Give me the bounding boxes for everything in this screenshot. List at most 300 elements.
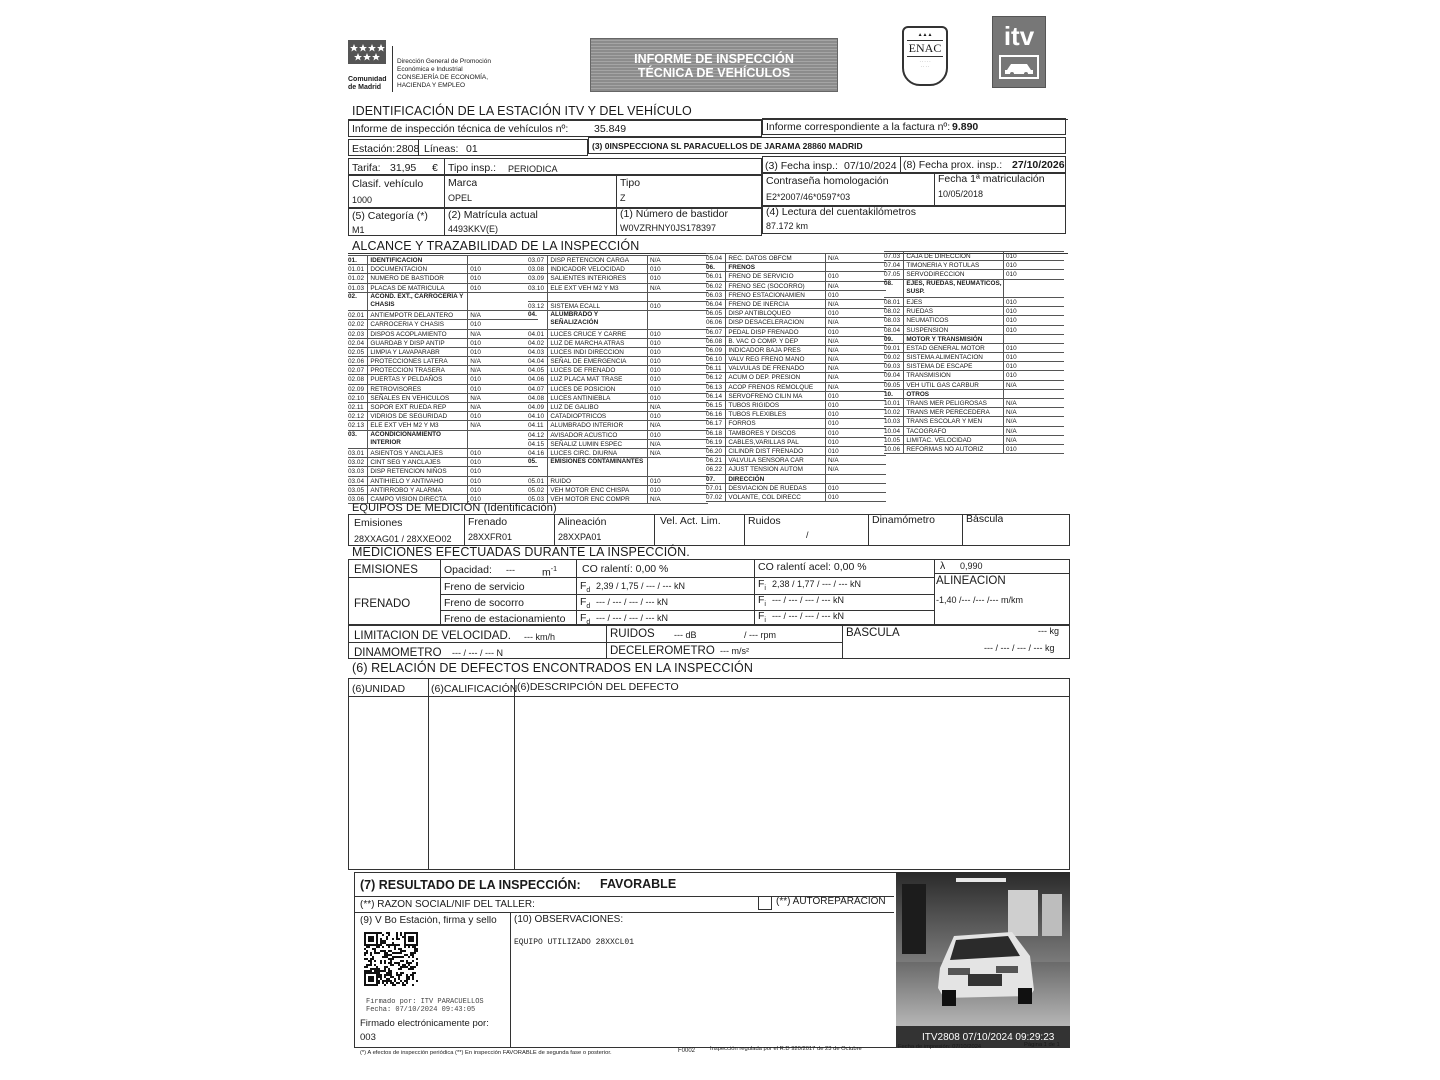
item-label: TRANS MER PELIGROSAS [903, 399, 1003, 407]
item-label: LUCES DE FRENADO [547, 366, 647, 374]
item-code: 05.01 [528, 477, 544, 485]
item-code: 03.09 [528, 275, 544, 283]
item-label: NEUMATICOS [903, 316, 1003, 324]
checklist-row [528, 265, 708, 274]
checklist-row [528, 431, 708, 440]
item-label: RUEDAS [903, 307, 1003, 315]
item-code: 04.11 [528, 422, 544, 430]
checklist-row [706, 447, 886, 456]
checklist-row [706, 392, 886, 401]
item-result: 010 [467, 339, 538, 347]
item-code: 06.22 [706, 466, 722, 474]
item-code: 01.01 [348, 266, 364, 274]
item-code: 06.07 [706, 328, 722, 336]
checklist-row [348, 375, 538, 384]
freno-socorro-label: Freno de socorro [444, 597, 524, 609]
tipo-value: Z [620, 193, 626, 203]
checklist-column [348, 255, 538, 504]
contrasena-label: Contraseña homologación [766, 175, 889, 187]
item-result: 010 [467, 495, 538, 503]
item-label: AVISADOR ACUSTICO [547, 431, 647, 439]
observaciones-value: EQUIPO UTILIZADO 28XXCL01 [514, 938, 635, 947]
decelerometro-value: --- m/s² [720, 646, 749, 656]
checklist-row [884, 417, 1064, 426]
checklist-row [706, 410, 886, 419]
item-result: N/A [1003, 399, 1064, 407]
item-result: 010 [647, 339, 708, 347]
checklist-row [528, 458, 708, 476]
checklist-row [706, 383, 886, 392]
item-result: 010 [825, 309, 886, 317]
item-label [547, 293, 647, 301]
item-label: ALUMBRADO INTERIOR [547, 421, 647, 429]
checklist-row [528, 403, 708, 412]
informe-value: 35.849 [594, 123, 627, 135]
item-code: 10.05 [884, 436, 900, 444]
opacidad-label: Opacidad: [444, 564, 492, 576]
item-label: LUCES DE POSICION [547, 385, 647, 393]
checklist-row [348, 477, 538, 486]
section-defectos: (6) RELACIÓN DE DEFECTOS ENCONTRADOS EN LA INSPECCIÓN [352, 661, 753, 675]
item-result: N/A [825, 355, 886, 363]
checklist-row [884, 353, 1064, 362]
item-code: 02.06 [348, 358, 364, 366]
fecha-matric-value: 10/05/2018 [938, 189, 984, 199]
item-code: 06. [706, 264, 715, 272]
eq-bascula-label: Báscula [966, 513, 1004, 525]
item-result: 010 [467, 467, 538, 475]
checklist-row [348, 320, 538, 329]
item-result: 010 [1003, 344, 1064, 352]
checklist-row [706, 465, 886, 474]
item-result: 010 [647, 394, 708, 402]
checklist-row [528, 274, 708, 283]
checklist-row [884, 335, 1064, 344]
checklist-row [348, 486, 538, 495]
item-code: 04.10 [528, 413, 544, 421]
item-result: 010 [647, 302, 708, 310]
car-icon [999, 55, 1039, 79]
item-label: RUIDO [547, 477, 647, 485]
factura-label: Informe correspondiente a la factura nº: [766, 121, 951, 133]
med-alineacion-label: ALINEACIÓN [936, 575, 1006, 587]
item-code: 02.11 [348, 404, 364, 412]
fecha-prox-label: (8) Fecha prox. insp.: [903, 159, 1003, 171]
item-label: ACONDICIONAMIENTO INTERIOR [367, 431, 467, 448]
checklist-row [348, 357, 538, 366]
eq-ruidos-value: / [806, 530, 809, 540]
eq-frenado-value: 28XXFR01 [468, 532, 513, 542]
item-result: 010 [467, 486, 538, 494]
item-code: 09.02 [884, 354, 900, 362]
checklist-row [706, 318, 886, 327]
item-result: N/A [1003, 408, 1064, 416]
item-result: 010 [467, 284, 538, 292]
item-label: EJES [903, 298, 1003, 306]
freno-servicio-label: Freno de servicio [444, 581, 525, 593]
item-result: 010 [647, 330, 708, 338]
item-result: 010 [1003, 316, 1064, 324]
eq-vel-label: Vel. Act. Lim. [660, 515, 721, 527]
checklist-row [884, 298, 1064, 307]
checklist-row [348, 394, 538, 403]
checklist-row [348, 265, 538, 274]
estacion-nombre: (3) 0INSPECCIONA SL PARACUELLOS DE JARAMA 28860 MADRID [592, 141, 863, 151]
item-label: INDICADOR BAJA PRES [725, 346, 825, 354]
firmado-por: Firmado por: ITV PARACUELLOS [366, 998, 484, 1006]
checklist-row [706, 373, 886, 382]
item-code: 06.17 [706, 420, 722, 428]
checklist-row [706, 401, 886, 410]
item-label: ALUMBRADO Y SEÑALIZACIÓN [547, 311, 647, 328]
checklist-row [528, 449, 708, 458]
item-result: N/A [1003, 417, 1064, 425]
item-result: N/A [467, 330, 538, 338]
item-result: 010 [825, 291, 886, 299]
checklist-row [706, 364, 886, 373]
item-result: N/A [825, 383, 886, 391]
fi-estac: --- / --- / --- / --- kN [772, 611, 844, 621]
checklist-row [884, 270, 1064, 279]
checklist-row [348, 467, 538, 476]
checklist-row [884, 371, 1064, 380]
item-code: 06.02 [706, 282, 722, 290]
item-label: TRANSMISION [903, 371, 1003, 379]
col-unidad: (6)UNIDAD [352, 683, 406, 695]
checklist-row [528, 302, 708, 311]
item-result: N/A [825, 373, 886, 381]
item-result: 010 [647, 412, 708, 420]
item-code: 09.04 [884, 372, 900, 380]
item-code: 02.13 [348, 422, 364, 430]
item-label: ELE EXT VEH M2 Y M3 [367, 421, 467, 429]
item-label: INDICADOR VELOCIDAD [547, 265, 647, 273]
item-label: REC. DATOS OBFCM [725, 254, 825, 262]
item-code: 07.01 [706, 484, 722, 492]
limitacion-value: --- km/h [524, 632, 555, 642]
item-label: DISP RETENCION CARGA [547, 256, 647, 264]
item-result: N/A [825, 254, 886, 262]
item-result: 010 [467, 320, 538, 328]
item-code: 02.04 [348, 339, 364, 347]
checklist-row [884, 307, 1064, 316]
item-label: SEÑALIZ LUMIN ESPEC [547, 440, 647, 448]
checklist-row [706, 346, 886, 355]
item-code: 06.19 [706, 438, 722, 446]
checklist-row [884, 362, 1064, 371]
item-label: SERVOFRENO CILIN MA [725, 392, 825, 400]
item-result: 010 [825, 484, 886, 492]
checklist-row [528, 330, 708, 339]
photo-caption: ITV2808 07/10/2024 09:29:23 [922, 1032, 1055, 1043]
fecha-insp-label: (3) Fecha insp.: [765, 160, 838, 172]
checklist-row [348, 421, 538, 430]
item-code: 07.03 [884, 253, 900, 260]
checklist-row [706, 355, 886, 364]
checklist-row [348, 274, 538, 283]
item-label: TUBOS RIGIDOS [725, 401, 825, 409]
item-code: 02.08 [348, 376, 364, 384]
footer-note: (*) A efectos de inspección periódica (**) En inspección FAVORABLE de segunda fase o posterior. [360, 1050, 612, 1056]
checklist-row [706, 484, 886, 493]
item-result: 010 [825, 272, 886, 280]
item-result: 010 [825, 438, 886, 446]
checklist-row [706, 419, 886, 428]
item-code: 04.07 [528, 385, 544, 393]
item-result: 010 [825, 493, 886, 501]
item-result [825, 263, 886, 271]
item-code: 03.10 [528, 284, 544, 292]
matricula-value: 4493KKV(E) [448, 224, 499, 234]
fi-servicio: 2,38 / 1,77 / --- / --- kN [772, 579, 862, 589]
resultado-label: (7) RESULTADO DE LA INSPECCIÓN: [360, 878, 581, 892]
item-label: FRENO ESTACIONAMIEN [725, 291, 825, 299]
item-code: 04.15 [528, 440, 544, 448]
bascula-kg1: --- kg [1038, 626, 1059, 636]
item-code: 07.04 [884, 262, 900, 270]
item-label: VALVULA SENSORA CAR [725, 456, 825, 464]
resultado-value: FAVORABLE [600, 877, 677, 891]
item-result: 010 [467, 385, 538, 393]
item-code: 02.10 [348, 394, 364, 402]
med-ruidos-label: RUIDOS [610, 628, 655, 640]
item-result: 010 [647, 375, 708, 383]
region-name: Comunidad de Madrid [348, 76, 387, 91]
km-value: 87.172 km [766, 221, 809, 231]
fecha-prox-value: 27/10/2026 [1012, 159, 1065, 171]
checklist-row [706, 456, 886, 465]
item-result: 010 [467, 412, 538, 420]
item-result: 010 [825, 401, 886, 409]
item-result [1003, 335, 1064, 343]
item-label: LIMITAC. VELOCIDAD [903, 436, 1003, 444]
checklist-row [348, 449, 538, 458]
item-label: ACOP FRENOS REMOLQUE [725, 383, 825, 391]
item-code: 04. [528, 311, 537, 319]
item-code: 08. [884, 279, 893, 287]
checklist-row [706, 309, 886, 318]
ruidos-db: --- dB [674, 630, 697, 640]
item-code: 04.04 [528, 358, 544, 366]
item-label: TUBOS FLEXIBLES [725, 410, 825, 418]
item-label: B. VAC O COMP. Y DEP [725, 337, 825, 345]
tarifa-label: Tarifa: [352, 162, 381, 174]
checklist-row [528, 421, 708, 430]
checklist-row [884, 252, 1064, 261]
checklist-row [528, 440, 708, 449]
item-result: N/A [825, 456, 886, 464]
item-result: 010 [1003, 252, 1064, 260]
item-result: 010 [825, 429, 886, 437]
item-result: 010 [647, 385, 708, 393]
item-label: LIMPIA Y LAVAPARABR [367, 348, 467, 356]
item-code: 03.06 [348, 495, 364, 503]
item-result: 010 [647, 366, 708, 374]
inspection-report: Comunidad de Madrid Dirección General de Promoción Económica e Industrial CONSEJERÍA DE ECONOMÍA, HACIENDA Y EMPLEO INFORME DE INSPECCIÓN TÉCNICA DE VEHÍCULOS ▲▲▲ ENAC · · · · · · · · · itv IDENTIFICACIÓN DE LA ESTACIÓN ITV Y DEL VEHÍCULO Informe de inspección técnica de vehículos nº: 35.849 Informe correspondiente a la factura nº: 9.890 Estación: 2808 Líneas: 01 (3) 0INSPECCIONA SL PARACUELLOS DE JARAMA 28860 MADRID Tarifa: 31,95 € Tipo insp.: PERIODICA (3) Fecha insp.: 07/10/2024 (8) Fecha prox. insp.: 27/10/2026 Clasif. vehículo 1000 Marca OPEL Tipo Z Contraseña homologación E2*2007/46*0597*03 Fecha 1ª matriculación 10/05/2018 (5) Categoría (*) M1 (2) Matrícula actual 4493KKV(E) (1) Número de bastidor W0VZRHNY0JS178397 (4) Lectura del cuentakilómetros 87.172 km ALCANCE Y TRAZABILIDAD DE LA INSPECCIÓN 01. IDENTIFICACION 01.01 DOCUMENTACION 010 01.02 NUMERO DE BASTIDOR 010 01.03 PLACAS DE MATRICULA 010 02. ACOND. EXT., CARROCERÍA Y CHASIS 02.01 ANTIEMPOTR DELANTERO N/A 02.02 CARROCERIA Y CHASIS 010 02.03 DISPOS ACOPLAMIENTO N/A 02.04 GUARDAB Y DISP ANTIP 010 02.05 LIMPIA Y LAVAPARABR 010 02.06 PROTECCIONES LATERA N/A 02.07 PROTECCION TRASERA N/A 02.08 PUERTAS Y PELDAÑOS 010 02.09 RETROVISORES 010 02.10 SEÑALES EN VEHICULOS N/A 02.11 SOPOR EXT RUEDA REP N/A 02.12 VIDRIOS DE SEGURIDAD 010 02.13 ELE EXT VEH M2 Y M3 N/A 03. ACONDICIONAMIENTO INTERIOR 03.01 ASIENTOS Y ANCLAJES 010 03.02 CINT SEG Y ANCLAJES 010 03.03 DISP RETENCION NIÑOS 010 03.04 ANTIHIELO Y ANTIVAHO 010 03.05 ANTIRROBO Y ALARMA 010 03.06 CAMPO VISION DIRECTA 010 03.07 DISP RETENCION CARGA N/A 03.08 INDICADOR VELOCIDAD 010 03.09 SALIENTES INTERIORES 010 03.10 ELE EXT VEH M2 Y M3 N/A 03.12 SISTEMA ECALL 010 04. ALUMBRADO Y SEÑALIZACIÓN 04.01 LUCES CRUCE Y CARRE 010 04.02 LUZ DE MARCHA ATRAS 010 04.03 LUCES INDI DIRECCION 010 04.04 SEÑAL DE EMERGENCIA 010 04.05 LUCES DE FRENADO 010 04.06 LUZ PLACA MAT TRASE 010 04.07 LUCES DE POSICION 010 04.08 LUCES ANTINIEBLA 010 04.09 LUZ DE GALIBO N/A 04.10 CATADIOPTRICOS 010 04.11 ALUMBRADO INTERIOR N/A 04.12 AVISADOR ACUSTICO 010 04.15 SEÑALIZ LUMIN ESPEC N/A 04.16 LUCES CIRC. DIURNA N/A 05. EMISIONES CONTAMINANTES 05.01 RUIDO 010 05.02 VEH MOTOR ENC CHISPA 010 05.03 VEH MOTOR ENC COMPR N/A 05.04 REC. DATOS OBFCM N/A 06. FRENOS 06.01 FRENO DE SERVICIO 010 06.02 FRENO SEC (SOCORRO) N/A 06.03 FRENO ESTACIONAMIEN 010 06.04 FRENO DE INERCIA N/A 06.05 DISP ANTIBLOQUEO 010 06.06 DISP DESACELERACION N/A 06.07 PEDAL DISP FRENADO 010 06.08 B. VAC O COMP. Y DEP N/A 06.09 INDICADOR BAJA PRES N/A 06.10 VALV REG FRENO MANO N/A 06.11 VALVULAS DE FRENADO N/A 06.12 ACUM O DEP. PRESION N/A 06.13 ACOP FRENOS REMOLQUE N/A 06.14 SERVOFRENO CILIN MA 010 06.15 TUBOS RIGIDOS 010 06.16 TUBOS FLEXIBLES 010 06.17 FORROS 010 06.18 TAMBORES Y DISCOS 010 06.19 CABLES,VARILLAS PAL 010 06.20 CILINDR DIST FRENADO 010 06.21 VALVULA SENSORA CAR N/A 06.22 AJUST TENSION AUTOM N/A 07. DIRECCIÓN 07.01 DESVIACION DE RUEDAS 010 07.02 VOLANTE, COL DIRECC 010 07.03 CAJA DE DIRECCION 010 07.04 TIMONERIA Y ROTULAS 010 07.05 SERVODIRECCION 010 08. EJES, RUEDAS, NEUMÁTICOS, SUSP. 08.01 EJES 010 08.02 RUEDAS 010 08.03 NEUMATICOS 010 08.04 SUSPENSION 010 09. MOTOR Y TRANSMISIÓN 09.01 ESTAD GENERAL MOTOR 010 09.02 SISTEMA ALIMENTACION 010 09.03 SISTEMA DE ESCAPE 010 09.04 TRANSMISION 010 09.05 VEH UTIL GAS CARBUR N/A 10. OTROS 10.01 TRANS MER PELIGROSAS N/A 10.02 TRANS MER PERECEDERA N/A 10.03 TRANS ESCOLAR Y MEN N/A 10.04 TACOGRAFO N/A 10.05 LIMITAC. VELOCIDAD N/A 10.06 REFORMAS NO AUTORIZ 010 EQUIPOS DE MEDICIÓN (Identificación) Emisiones 28XXAG01 / 28XXEO02 Frenado 28XXFR01 Alineación 28XXPA01 Vel. Act. Lim. Ruidos / Dinamómetro Báscula MEDICIONES EFECTUADAS DURANTE LA INSPECCIÓN. EMISIONES Opacidad: --- $m^{-1}$ CO ralentí: 0,00 % CO ralentí acel: 0,00 % λ 0,990 FRENADO Freno de servicio Freno de socorro Freno de estacionamiento $F_d$ 2,39 / 1,75 / --- / --- kN $F_d$ --- / --- / --- / --- kN $F_d$ --- / --- / --- / --- kN $F_i$ 2,38 / 1,77 / --- / --- kN $F_i$ --- / --- / --- / --- kN $F_i$ --- / --- / --- / --- kN ALINEACIÓN -1,40 /--- /--- /--- m/km LIMITACIÓN DE VELOCIDAD. --- km/h RUIDOS --- dB / --- rpm BÁSCULA --- kg --- / --- / --- / --- kg DINAMÓMETRO --- / --- / --- N DECELERÓMETRO --- m/s² (6) RELACIÓN DE DEFECTOS ENCONTRADOS EN LA INSPECCIÓN (6)UNIDAD (6)CALIFICACIÓN (6)DESCRIPCIÓN DEL DEFECTO (7) RESULTADO DE LA INSPECCIÓN: FAVORABLE (**) RAZON SOCIAL/NIF DEL TALLER: (**) AUTOREPARACIÓN (9) V Bo Estación, firma y sello (10) OBSERVACIONES: EQUIPO UTILIZADO 28XXCL01 Firmado por: ITV PARACUELLOS Fecha: 07/10/2024 09:43:05 Firmado electrónicamente por: 003 ITV2808 07/10/2024 09:29:23 (*) A efectos de inspección periódica (**) En inspección FAVORABLE de segunda fase o posterior. F0002 Inspección regulada por el R.D 920/2017 de 23 de Octubre Fecha de impresión: 07/10/2024 Página 1 de 1 [344, 12, 1078, 1060]
item-code: 02.12 [348, 413, 364, 421]
department-name: Dirección General de Promoción Económica e Industrial CONSEJERÍA DE ECONOMÍA, HACIENDA Y EMPLEO [397, 58, 491, 89]
item-result [647, 458, 708, 475]
checklist-row [884, 326, 1064, 335]
item-code: 06.03 [706, 291, 722, 299]
item-code: 05.02 [528, 486, 544, 494]
item-label: SUSPENSION [903, 326, 1003, 334]
item-result: 010 [825, 419, 886, 427]
item-result: 010 [647, 265, 708, 273]
checklist-row [348, 385, 538, 394]
checklist-row [706, 328, 886, 337]
item-code: 10.03 [884, 418, 900, 426]
item-result: N/A [467, 357, 538, 365]
item-code: 01. [348, 257, 357, 264]
item-code: 04.16 [528, 449, 544, 457]
item-code: 03.05 [348, 486, 364, 494]
checklist-row [706, 300, 886, 309]
item-code: 08.04 [884, 326, 900, 334]
autoreparacion-label: (**) AUTOREPARACIÓN [776, 897, 886, 907]
autoreparacion-checkbox[interactable] [758, 896, 772, 910]
item-result [647, 293, 708, 301]
item-label: FORROS [725, 419, 825, 427]
item-code: 03.02 [348, 459, 364, 467]
med-frenado-label: FRENADO [354, 598, 411, 610]
item-code: 01.02 [348, 275, 364, 283]
item-label: CAJA DE DIRECCION [903, 252, 1003, 260]
checklist-row [528, 339, 708, 348]
item-label: REFORMAS NO AUTORIZ [903, 445, 1003, 453]
item-label: GUARDAB Y DISP ANTIP [367, 339, 467, 347]
checklist-row [528, 375, 708, 384]
item-label: LUZ DE MARCHA ATRAS [547, 339, 647, 347]
item-label: VEH UTIL GAS CARBUR [903, 381, 1003, 389]
item-label: FRENO DE SERVICIO [725, 272, 825, 280]
checklist-row [706, 282, 886, 291]
checklist-row [706, 254, 886, 263]
item-result: N/A [647, 449, 708, 457]
item-result: N/A [647, 403, 708, 411]
item-code: 03. [348, 430, 357, 438]
clasif-value: 1000 [352, 195, 373, 205]
co-ralenti: CO ralentí: 0,00 % [582, 563, 669, 575]
item-result: 010 [825, 328, 886, 336]
checklist-row [348, 293, 538, 311]
taller-label: (**) RAZON SOCIAL/NIF DEL TALLER: [360, 900, 535, 910]
checklist-row [706, 475, 886, 484]
item-code: 06.16 [706, 411, 722, 419]
fecha-firma: Fecha: 07/10/2024 09:43:05 [366, 1006, 476, 1014]
item-code: 10.04 [884, 427, 900, 435]
item-code: 06.12 [706, 374, 722, 382]
freno-estac-label: Freno de estacionamiento [444, 613, 566, 625]
item-label: LUCES INDI DIRECCION [547, 348, 647, 356]
item-code: 06.01 [706, 273, 722, 281]
item-code: 06.15 [706, 402, 722, 409]
item-code: 06.09 [706, 346, 722, 354]
section-alcance: ALCANCE Y TRAZABILIDAD DE LA INSPECCIÓN [352, 239, 640, 253]
item-code: 04.09 [528, 404, 544, 412]
enac-logo: ▲▲▲ ENAC · · · · · · · · · [902, 26, 948, 86]
item-label: ESTAD GENERAL MOTOR [903, 344, 1003, 352]
item-code: 04.02 [528, 339, 544, 347]
item-result [647, 311, 708, 328]
item-code: 06.20 [706, 447, 722, 455]
item-label: PROTECCION TRASERA [367, 366, 467, 374]
item-label: NUMERO DE BASTIDOR [367, 274, 467, 282]
item-code: 03.04 [348, 477, 364, 485]
footer-code: F0002 [678, 1048, 696, 1054]
item-label: TRANS MER PERECEDERA [903, 408, 1003, 416]
bascula-kg2: --- / --- / --- / --- kg [984, 643, 1055, 653]
item-label: IDENTIFICACION [367, 256, 467, 264]
item-label: ELE EXT VEH M2 Y M3 [547, 284, 647, 292]
fi-socorro: --- / --- / --- / --- kN [772, 595, 844, 605]
item-code: 02.03 [348, 330, 364, 338]
checklist-row [528, 284, 708, 293]
checklist-row [348, 412, 538, 421]
opacidad-value: --- [506, 565, 515, 575]
item-label: TACOGRAFO [903, 427, 1003, 435]
checklist-row [528, 394, 708, 403]
item-label: LUZ DE GALIBO [547, 403, 647, 411]
checklist-row [528, 256, 708, 265]
item-result: 010 [647, 348, 708, 356]
item-label: ANTIHIELO Y ANTIVAHO [367, 477, 467, 485]
categoria-label: (5) Categoría (*) [352, 210, 428, 222]
estacion-value: 2808 [396, 143, 420, 155]
item-result: N/A [825, 346, 886, 354]
item-result: 010 [1003, 353, 1064, 361]
item-result: N/A [467, 403, 538, 411]
item-code: 08.03 [884, 317, 900, 325]
km-label: (4) Lectura del cuentakilómetros [766, 206, 916, 218]
item-result: 010 [1003, 270, 1064, 278]
item-label: SEÑAL DE EMERGENCIA [547, 357, 647, 365]
item-result: 010 [647, 357, 708, 365]
item-result: N/A [647, 421, 708, 429]
item-result: 010 [467, 348, 538, 356]
checklist-row [884, 408, 1064, 417]
item-code: 05. [528, 458, 537, 466]
checklist-row [528, 486, 708, 495]
item-result: 010 [647, 431, 708, 439]
eq-alineacion-label: Alineación [558, 516, 607, 528]
item-label: VEH MOTOR ENC COMPR [547, 495, 647, 503]
item-label: PUERTAS Y PELDAÑOS [367, 375, 467, 383]
item-result: 010 [1003, 298, 1064, 306]
item-code: 10.06 [884, 445, 900, 453]
item-label: LUCES CRUCE Y CARRE [547, 330, 647, 338]
item-result: N/A [467, 394, 538, 402]
item-label: VOLANTE, COL DIRECC [725, 493, 825, 501]
item-code: 07. [706, 475, 715, 483]
checklist-row [528, 293, 708, 302]
item-label: PROTECCIONES LATERA [367, 357, 467, 365]
item-result: 010 [467, 449, 538, 457]
item-code: 03.07 [528, 257, 544, 264]
item-code: 04.08 [528, 394, 544, 402]
tipo-label: Tipo [620, 177, 641, 189]
item-result: 010 [467, 265, 538, 273]
co-ralenti-acel: CO ralentí acel: 0,00 % [758, 561, 867, 573]
item-result: 010 [1003, 326, 1064, 334]
bastidor-label: (1) Número de bastidor [620, 208, 728, 220]
firmado-elec-value: 003 [360, 1033, 376, 1043]
item-code: 06.10 [706, 356, 722, 364]
item-code: 07.02 [706, 493, 722, 501]
checklist-row [528, 412, 708, 421]
item-label: DISP RETENCION NIÑOS [367, 467, 467, 475]
item-code: 05.03 [528, 495, 544, 503]
